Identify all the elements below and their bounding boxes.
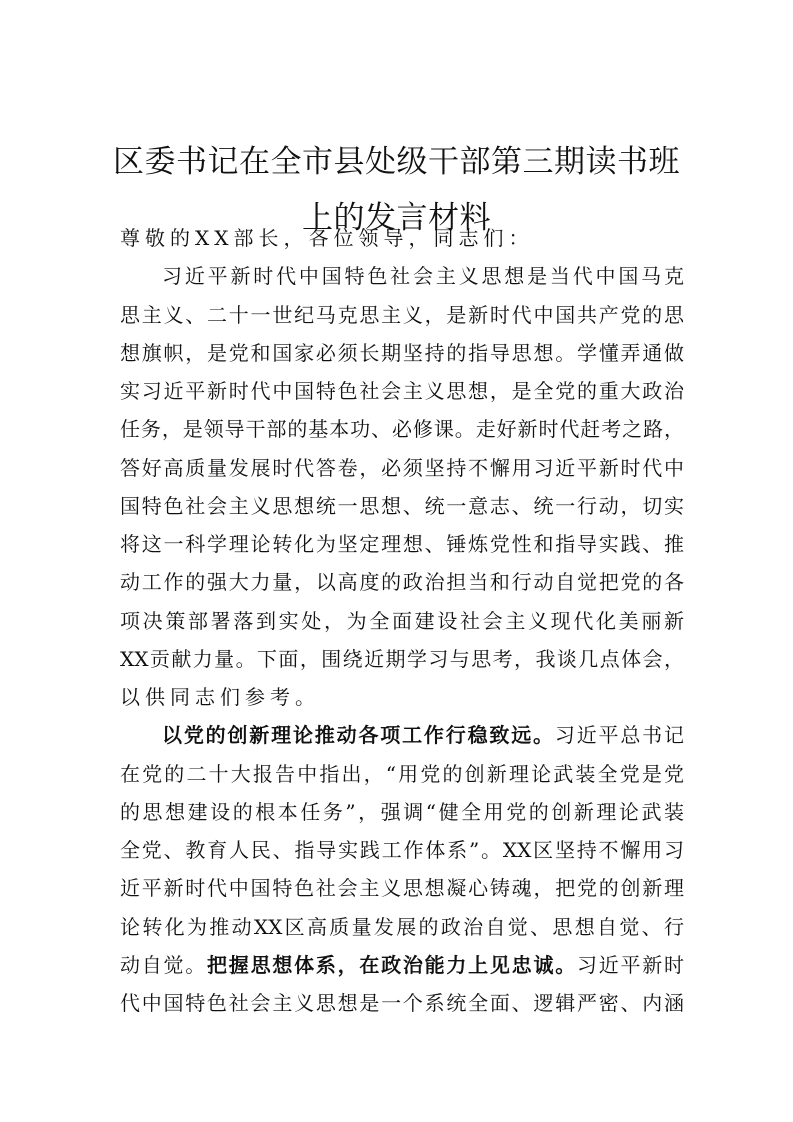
text-line <box>120 640 684 678</box>
text-line <box>120 487 684 525</box>
document-title-line-2: 上的发言材料 <box>302 200 491 236</box>
body-text: 以供同志们参考。 <box>120 685 320 709</box>
text-line <box>120 257 684 295</box>
body-text: 想旗帜，是党和国家必须长期坚持的指导思想。学懂弄通做 <box>120 340 684 365</box>
body-text: 将这一科学理论转化为坚定理想、锤炼党性和指导实践、推 <box>120 532 684 556</box>
text-line <box>120 755 684 793</box>
text-line <box>120 908 684 946</box>
text-line <box>120 984 684 1022</box>
text-line <box>120 716 684 754</box>
body-text: 尊敬的XX部长，各位领导，同志们： <box>120 226 534 250</box>
text-line <box>120 793 684 831</box>
body-text: 的思想建设的根本任务”，强调“健全用党的创新理论武装 <box>120 799 684 824</box>
text-line <box>120 946 684 984</box>
text-line <box>120 563 684 601</box>
body-text: 习近平新时代中国特色社会主义思想是当代中国马克 <box>162 264 684 289</box>
body-text: 动工作的强大力量，以高度的政治担当和行动自觉把党的各 <box>120 570 684 595</box>
body-text: 近平新时代中国特色社会主义思想凝心铸魂，把党的创新理 <box>120 876 684 901</box>
document-body <box>120 219 684 1022</box>
text-line <box>120 449 684 487</box>
body-text: 实习近平新时代中国特色社会主义思想，是全党的重大政治 <box>120 379 684 403</box>
body-text: 在党的二十大报告中指出，“用党的创新理论武装全党是党 <box>120 761 684 786</box>
text-line <box>120 602 684 640</box>
text-line <box>120 525 684 563</box>
body-text: 答好高质量发展时代答卷，必须坚持不懈用习近平新时代中 <box>120 455 684 480</box>
body-text: 论转化为推动XX区高质量发展的政治自觉、思想自觉、行 <box>120 914 684 939</box>
body-text: 项决策部署落到实处，为全面建设社会主义现代化美丽新 <box>120 608 684 633</box>
bold-heading-text: 把握思想体系，在政治能力上见忠诚。 <box>207 952 577 977</box>
text-line <box>120 831 684 869</box>
bold-heading-text: 以党的创新理论推动各项工作行稳致远。 <box>162 723 555 748</box>
body-text: 思主义、二十一世纪马克思主义，是新时代中国共产党的思 <box>120 302 684 327</box>
text-line <box>120 372 684 410</box>
body-text: 国特色社会主义思想统一思想、统一意志、统一行动，切实 <box>120 493 684 518</box>
body-text: XX贡献力量。下面，围绕近期学习与思考，我谈几点体会， <box>120 646 684 671</box>
document-title-line-1: 区委书记在全市县处级干部第三期读书班 <box>113 144 680 180</box>
text-line <box>120 219 684 257</box>
text-line <box>120 296 684 334</box>
text-line <box>120 869 684 907</box>
text-line <box>120 410 684 448</box>
text-line <box>120 678 684 716</box>
body-text: 动自觉。 <box>120 952 208 977</box>
body-text: 任务，是领导干部的基本功、必修课。走好新时代赶考之路， <box>120 417 684 442</box>
body-text: 代中国特色社会主义思想是一个系统全面、逻辑严密、内涵 <box>120 991 684 1015</box>
body-text: 习近平新时 <box>576 952 685 977</box>
text-line <box>120 334 684 372</box>
body-text: 习近平总书记 <box>554 723 685 748</box>
body-text: 全党、教育人民、指导实践工作体系”。XX区坚持不懈用习 <box>120 838 684 862</box>
